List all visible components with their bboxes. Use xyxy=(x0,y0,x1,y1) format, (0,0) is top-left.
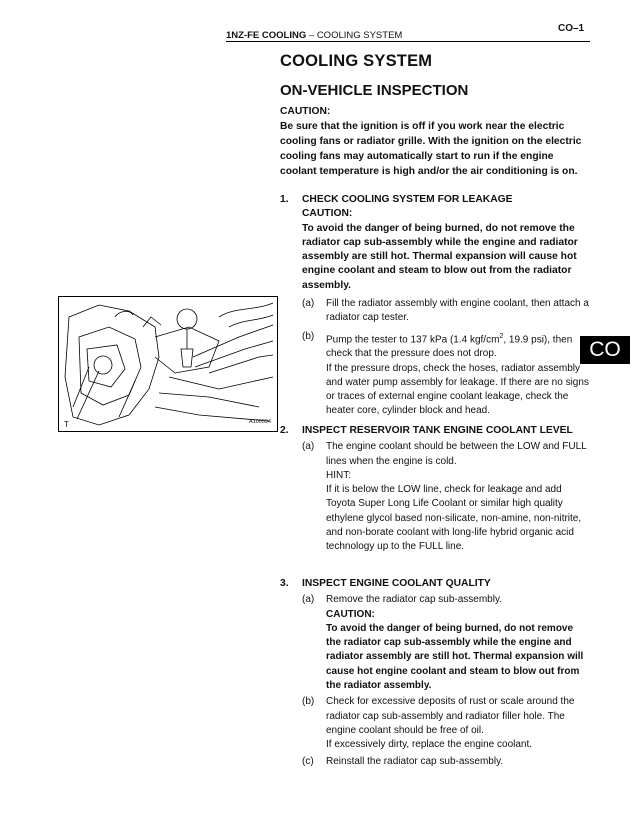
substep-text: Reinstall the radiator cap sub-assembly. xyxy=(326,755,504,767)
step-caution-text: To avoid the danger of being burned, do not remove the radiator cap sub-assembly while the engine and radiator assembly are still hot. Thermal expansion will cause hot engine coolant and steam to blow out from the radiator assembly. xyxy=(302,222,578,291)
substep-text-2: If the pressure drops, check the hoses, radiator assembly and water pump assembly for leakage. If there are no signs or traces of external engine coolant leakage, check the heater core, cylinder block and head. xyxy=(326,362,589,417)
step-number: 2. xyxy=(280,425,289,436)
substep-label: (a) xyxy=(302,298,315,310)
step-number: 1. xyxy=(280,194,289,205)
header-rule xyxy=(226,41,590,42)
substep-text: Check for excessive deposits of rust or scale around the radiator cap sub-assembly and radiator filler hole. The engine coolant should be free of oil. xyxy=(326,696,575,736)
substep-a xyxy=(302,297,590,326)
pressure-text-end: , 19.9 psi), then check that the pressure does not drop. xyxy=(326,334,573,360)
pressure-text: Pump the tester to 137 kPa (1.4 kgf/cm xyxy=(326,334,500,345)
page-title: COOLING SYSTEM xyxy=(280,52,433,70)
section-tab: CO xyxy=(580,336,630,364)
header-dash: – xyxy=(308,30,315,41)
substep-c xyxy=(302,755,590,769)
superscript: 2 xyxy=(499,332,504,340)
substep-label: (a) xyxy=(302,594,315,606)
substep-text: The engine coolant should be between the LOW and FULL lines when the engine is cold. xyxy=(326,441,587,467)
radiator-cap-tester-illustration xyxy=(58,296,278,432)
substep-label: (b) xyxy=(302,696,315,708)
page-number: CO–1 xyxy=(558,23,585,34)
substep-a xyxy=(302,593,590,693)
substep-text xyxy=(326,330,590,362)
substep-label: (b) xyxy=(302,330,315,342)
substep-label: (c) xyxy=(302,755,314,767)
section-subtitle: ON-VEHICLE INSPECTION xyxy=(280,82,469,99)
substep-caution-label: CAUTION: xyxy=(326,608,375,620)
substep-label: (a) xyxy=(302,441,315,453)
substep-text: Fill the radiator assembly with engine coolant, then attach a radiator cap tester. xyxy=(326,298,589,324)
step-3 xyxy=(280,577,590,769)
running-header xyxy=(226,30,402,41)
step-title: INSPECT ENGINE COOLANT QUALITY xyxy=(302,578,491,589)
caution-label: CAUTION: xyxy=(280,106,331,117)
step-number: 3. xyxy=(280,578,289,589)
substep-b xyxy=(302,330,590,419)
header-section: 1NZ-FE COOLING xyxy=(226,30,307,41)
figure-corner-label: T xyxy=(64,420,69,429)
substep-text: Remove the radiator cap sub-assembly. xyxy=(326,594,503,606)
caution-text: Be sure that the ignition is off if you work near the electric cooling fans or radiator grille. With the ignition on the electric cooling fans may automatically start to run if the engine coolant temperature is high and/or the air conditioning is on. xyxy=(280,121,582,177)
step-2 xyxy=(280,424,590,555)
figure-code: A100594 xyxy=(248,419,271,425)
substep-b xyxy=(302,695,590,752)
header-title: COOLING SYSTEM xyxy=(316,30,403,41)
hint-label: HINT: xyxy=(326,469,351,481)
substep-a xyxy=(302,440,590,554)
step-title: CHECK COOLING SYSTEM FOR LEAKAGE xyxy=(302,194,513,205)
general-caution xyxy=(280,104,590,179)
hint-text: If it is below the LOW line, check for leakage and add Toyota Super Long Life Coolant or similar high quality ethylene glycol based non-silicate, non-amine, non-nitrite, and non-borate coolant with long-life hybrid organic acid technology up to the FULL line. xyxy=(326,484,582,553)
substep-caution-text: To avoid the danger of being burned, do not remove the radiator cap sub-assembly while the engine and radiator assembly are still hot. Thermal expansion will cause hot engine coolant and steam to blow out from the radiator assembly. xyxy=(326,622,584,692)
step-caution-label: CAUTION: xyxy=(302,208,353,220)
substep-text-2: If excessively dirty, replace the engine coolant. xyxy=(326,739,533,751)
step-1 xyxy=(280,193,590,419)
engine-illustration xyxy=(59,297,277,431)
step-title: INSPECT RESERVOIR TANK ENGINE COOLANT LEVEL xyxy=(302,425,573,436)
